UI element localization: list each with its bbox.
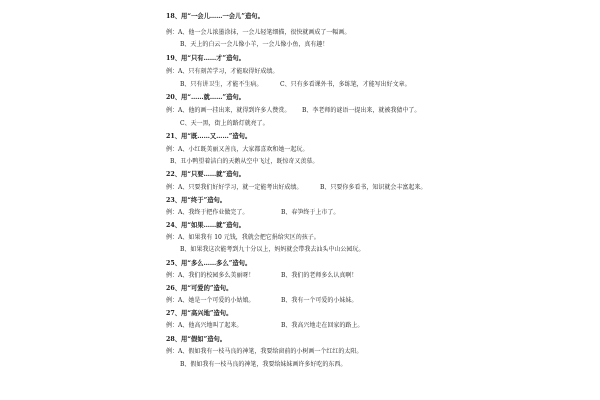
- example-20-b: B、李老师的谜语一提出来，就被我猜中了。: [302, 107, 421, 114]
- example-26-a: 例：A、她是一个可爱的小姑娘。: [166, 297, 255, 304]
- question-23: 23、用“终于”造句。: [166, 197, 227, 204]
- example-27-row1: [166, 322, 596, 330]
- example-25-a: 例：A、我们的校园多么美丽呀！: [166, 272, 255, 279]
- example-28-a: 例：A、假如我有一枝马良的神笔，我要给窗前的小树画一个红红的太阳。: [166, 348, 363, 355]
- example-23-row1: [166, 209, 596, 217]
- question-25: 25、用“多么……多么”造句。: [166, 260, 252, 267]
- example-19-a: 例：A、只有刻苦学习，才能取得好成绩。: [166, 68, 279, 75]
- question-24: 24、用“如果……就”造句。: [166, 222, 245, 229]
- example-25-b: B、我们的老师多么认真啊！: [281, 272, 358, 279]
- example-26-b: B、我有一个可爱的小妹妹。: [281, 297, 358, 304]
- question-20: 20、用“……就……”造句。: [166, 94, 245, 101]
- example-25-row1: [166, 272, 596, 280]
- example-21-b: B、丑小鸭望着洁白的天鹅从空中飞过，既惊奇又羡慕。: [170, 158, 319, 165]
- example-19-c: C、只有多看课外书，多练笔，才能写出好文章。: [280, 81, 411, 88]
- example-20-c: C、天一黑，街上的路灯就亮了。: [180, 120, 269, 127]
- example-20-a: 例：A、他的画一挂出来，就得到许多人赞赏。: [166, 107, 291, 114]
- question-19: 19、用“只有……才”造句。: [166, 55, 245, 62]
- example-22-a: 例：A、只要我们好好学习，就一定能考出好成绩。: [166, 184, 303, 191]
- question-18: 18、用“一会儿……一会儿”造句。: [166, 13, 264, 20]
- question-26: 26、用“可爱的”造句。: [166, 285, 233, 292]
- example-23-a: 例：A、我终于把作业做完了。: [166, 209, 249, 216]
- example-22-b: B、只要你多看书，知识就会丰富起来。: [320, 184, 427, 191]
- example-27-a: 例：A、他高兴地叫了起来。: [166, 322, 243, 329]
- question-21: 21、用“既……又……”造句。: [166, 133, 252, 140]
- example-26-row1: [166, 297, 596, 305]
- example-24-b: B、如果我这次能考到九十分以上，妈妈就会带我去汕头中山公园玩。: [180, 246, 365, 253]
- question-22: 22、用“只要……就”造句。: [166, 171, 245, 178]
- question-27: 27、用“高兴地”造句。: [166, 310, 233, 317]
- example-27-b: B、我高兴地走在回家的路上。: [281, 322, 364, 329]
- example-19-b: B、只有讲卫生，才能不生病。: [180, 81, 263, 88]
- example-28-b: B、假如我有一枝马良的神笔，我要给妹妹画许多好吃的东西。: [180, 361, 347, 368]
- question-28: 28、用“假如”造句。: [166, 336, 227, 343]
- example-23-b: B、春笋终于上市了。: [281, 209, 340, 216]
- example-18-a: 例：A、他一会儿浓墨涂抹，一会儿轻笔细描，很快就画成了一幅画。: [166, 29, 351, 36]
- example-19-row2: [166, 81, 596, 89]
- example-18-b: B、天上的白云一会儿像小羊，一会儿像小鱼，真有趣！: [180, 41, 329, 48]
- example-21-a: 例：A、小红既美丽又善良，大家都喜欢和她一起玩。: [166, 146, 309, 153]
- example-20-row1: [166, 107, 596, 115]
- example-22-row1: [166, 184, 596, 192]
- example-24-a: 例：A、如果我有 10 元钱，我就会把它捐给灾区的孩子。: [166, 234, 320, 241]
